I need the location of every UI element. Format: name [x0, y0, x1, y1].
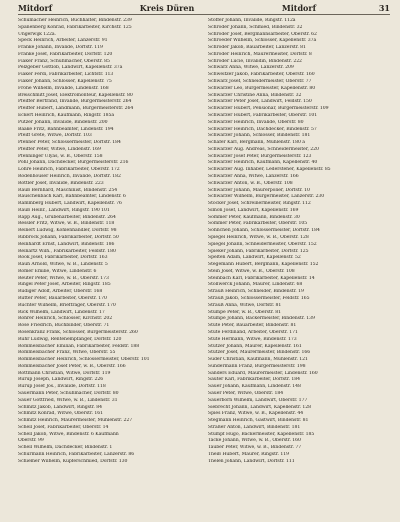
directory-entry: Rottmann Christian, Witwe, Dorfstr. 119: [18, 370, 111, 376]
directory-entry: Straßer Anton, Landwirt, Bindenstr. 181: [208, 424, 301, 430]
directory-entry: Theiß Hubert, Maurer, Ringstr. 119: [208, 452, 289, 457]
directory-entry: Schwarzer Josef Peter, Bürgermeisterstr. 123: [208, 153, 312, 159]
directory-entry: Rosenkranz Frank, Schlosser, Bürgermeisterstr. 260: [18, 329, 138, 335]
directory-entry: Rüdiger Adolf, Arbeiter, Oberstr. 168: [18, 289, 103, 295]
directory-entry: Schwarzer Anton, w. B., Oberstr. 108: [208, 180, 293, 186]
directory-entry: Ringel Peter Josef, Arbeiter, Ringstr. 185: [18, 282, 111, 288]
directory-entry: Schwarzer Aug. Inhaber, Ledersteher, Kapellenstr. 85: [208, 167, 331, 173]
directory-entry: Stute Peter, Bauarbeiter, Bindenstr. 81: [208, 323, 297, 329]
directory-entry: Tacke Johann, Witwe, w. B., Oberstr. 160: [208, 438, 301, 444]
directory-entry: Sauer Gottfried, Witwe, w. B., Lindenstr. 31: [18, 397, 118, 403]
directory-entry: Schell Josef, Fabrikarbeiter, Oberstr. 14: [18, 424, 109, 430]
directory-entry: Rottler Josef, Invalide, Bindenstr. 223: [18, 180, 104, 186]
directory-entry: Schwarzer Peter Josef, Landwirt, Feldstr. 150: [208, 99, 312, 105]
directory-entry: Pelzgeber Gottlob, Landwirt, Kapellenstr. 37a: [18, 65, 123, 71]
directory-entry: Rürup Josef Jos., Invalide, Dorfstr. 118: [18, 384, 106, 390]
directory-column-left: [18, 18, 200, 466]
directory-entry: Schmitz Heinrich, Maurermeister, Mühlenstr. 227: [18, 418, 133, 424]
directory-entry: Stumpe Johann, Bäckermeister, Bindenstr. 139: [208, 316, 315, 322]
directory-entry: Baake Fritz, Bahnbeamter, Lindenstr. 194: [18, 126, 114, 132]
header-center: Kreis Düren: [139, 3, 195, 13]
directory-entry: Spiegel Heinrich, Witwe, w. B., Oberstr. 128: [208, 235, 309, 240]
directory-entry: Reinartz Wilh., Fabrikarbeiter, Feldstr. 180: [18, 248, 116, 254]
directory-entry: Sauer Johann, Kaufmann, Lindenstr. 148: [208, 384, 301, 390]
directory-entry: Schwarzer Hubert, Fabrikarbeiter, Oberstr. 101: [208, 112, 318, 118]
directory-entry: Schmitz Jakob, Landwirt, Ringstr. 84: [18, 404, 102, 410]
directory-entry: Schwarzer Johann, Schlosser, Bindenstr. 181: [208, 133, 311, 139]
directory-entry: Schweitzer Jakob, Fabrikarbeiter, Oberstr. 160: [208, 72, 315, 78]
directory-entry: Rommelsbacher Heinrich, Schlossermeister, Oberstr. 101: [18, 357, 150, 363]
directory-entry: Rauschenbach Karl, Bahnbeamter, Lindenstr. 6: [18, 194, 126, 200]
directory-entry: Fröhe Wilhelm, Invalide, Lindenstr. 168: [18, 85, 109, 91]
directory-entry: Fiaker Johann, Schlosser, Kapellenstr. 75: [18, 79, 112, 85]
directory-entry: Schwarzer Heinrich, Dachdecker, Bindenstr. 57: [208, 126, 317, 132]
directory-entry: Schell Jakob, Witwe, Bindenstr. 6 Kaufmann: [18, 431, 119, 437]
directory-entry: Rütter Peter, Bauarbeiter, Oberstr. 170: [18, 296, 107, 302]
directory-entry: Strauß Heinrich, Schneider, Bindenstr. 19: [208, 289, 304, 295]
directory-entry: Stegemann Hubert, Bergmann, Kapellenstr. 152: [208, 262, 319, 268]
directory-entry: Schwarzer Christine Anna, Bindenstr. 32: [208, 92, 302, 98]
directory-entry: Stegmann Heinrich, Gastwirt, Bindenstr. 81: [208, 418, 309, 424]
directory-entry: Fiaker Ferdi, Fabrikarbeiter, Lichtstr. 113: [18, 72, 114, 78]
directory-entry: Reuter Peter, Witwe, w. B., Oberstr. 173: [18, 275, 109, 281]
directory-entry: Schwarzer Leo, Bürgermeister, Kapellenstr. 80: [208, 85, 316, 91]
directory-entry: Pfeiff Grete, Witwe, Dorfstr. 103: [18, 133, 92, 139]
directory-entry: Pfenninger Ulyas, w. B., Oberstr. 158: [18, 153, 103, 159]
directory-entry: Steinbach Karl, Fabrikarbeiter, Kapellenstr. 14: [208, 275, 315, 281]
directory-entry: Rodenhouser Heinrich, Invalide, Dorfstr. 182: [18, 173, 121, 179]
directory-entry: Siebrecht Johann, Landwirt, Kapellenstr. 128: [208, 404, 312, 410]
directory-entry: Franke Johann, Invalide, Dorfstr. 119: [18, 45, 103, 51]
directory-entry: Rohrer Heinrich, Schlosser, Kirchstr. 202: [18, 316, 113, 322]
directory-entry: Schwarz Josef, Schneidermeister, Oberstr. 77: [208, 79, 312, 85]
directory-entry: Sauermann Peter, Schuhmacher, Dorfstr. 80: [18, 390, 119, 396]
directory-entry: Sauer Peter, Witwe, Oberstr. 184: [208, 390, 284, 396]
directory-entry: Reinert Ludwig, Kohlenhändler, Dorfstr. 98: [18, 228, 117, 234]
directory-entry: Simon Josef, Landwirt, Kapellenstr. 169: [208, 207, 299, 213]
directory-entry: Löhre Heinrich, Fabrikarbeiter, Oberstr. 172: [18, 167, 120, 173]
directory-entry: Schwarzer Aug. Andreas, Schneidermeister, 220: [208, 146, 319, 152]
directory-entry: Ruhr Ludwig, Rentenempfänger, Dorfstr. 120: [18, 336, 122, 342]
directory-entry: Schroeder Wilhelm, Schlosser, Kapellenstr. 37a: [208, 38, 317, 44]
directory-entry: Oberstr. 99: [18, 438, 44, 444]
directory-entry: Rauß Heinr., Landwirt, Ringstr. 190 101: [18, 207, 110, 213]
directory-entry: Rammberg Hubert, Landwirt, Kapellenstr. 76: [18, 201, 122, 207]
directory-entry: Schwarzer Heinrich, Kaufmann, Kapellenstr. 40: [208, 160, 318, 166]
directory-entry: Pohl Johann, Dachdecker, Bürgermeisterstr. 216: [18, 160, 129, 166]
directory-entry: Schröder Johann, Schmied, Bindenstr. 32: [208, 24, 303, 30]
directory-entry: Rommelsbacher Franz, Witwe, Oberstr. 55: [18, 350, 116, 356]
directory-entry: Stöffer Johann, Invalide, Ringstr. 112a: [208, 18, 296, 23]
directory-entry: Rook Josef, Fabrikarbeiter, Dorfstr. 163: [18, 255, 108, 261]
directory-entry: Schwarzer Wilhelm, Bürgermeister, Lanzerstr. 230: [208, 194, 325, 200]
directory-entry: Sauerborn Wilhelm, Landwirt, Oberstr. 177: [208, 397, 308, 403]
directory-entry: Schwarzer Hubert, Pensionär, Bürgermeisterstr. 109: [208, 106, 329, 112]
directory-entry: Speck Heinrich, Arbeiter, Lanzerstr. 91: [18, 38, 108, 44]
directory-entry: Schiemer Wilhelm, Kupferschmied, Dorfstr. 130: [18, 458, 128, 464]
directory-entry: Stein Josef, Witwe, w. B., Oberstr. 108: [208, 268, 295, 274]
directory-entry: Schwarz Anna, Witwe, Lanzerstr. 209: [208, 65, 294, 71]
directory-entry: Stöcker Josef, Schreinermeister, Ringstr. 112: [208, 201, 311, 207]
directory-entry: Pfeiffer Hubert, Landmann, Bürgermeisterstr. 264: [18, 106, 134, 112]
directory-entry: Rauh Arnold, Witwe, w. B., Lindenstr. 5: [18, 262, 108, 268]
directory-entry: Schäfer Karl, Bergmann, Mühlenstr. 180 a: [208, 140, 305, 146]
directory-entry: Stumpe Peter, w. B., Oberstr. 81: [208, 309, 281, 315]
directory-entry: Strauß Anna, Witwe, Dorfstr. 81: [208, 302, 282, 308]
directory-column-right: [208, 18, 390, 466]
directory-entry: Strauß Jakob, Schlossermeister, Feldstr. 165: [208, 296, 310, 302]
directory-entry: Stumpf Hugo, Bäckermeister, Kapellenstr. 185: [208, 431, 315, 437]
directory-entry: Stute Ferdinand, Arbeiter, Oberstr. 171: [208, 329, 298, 335]
directory-entry: Römer Emilie, Witwe, Lindenstr. 6: [18, 268, 97, 274]
directory-entry: Rommelsbacher Emilian, Fabrikarbeiter, Feldstr. 188: [18, 343, 140, 349]
directory-entry: Franke Josef, Fabrikarbeiter, Dorfstr. 120: [18, 51, 113, 57]
directory-columns: [18, 18, 390, 466]
directory-entry: Schürmann Heinrich, Fabrikarbeiter, Lanzerstr. 86: [18, 452, 135, 457]
directory-entry: Rick Wilhelm, Landwirt, Lindenstr. 17: [18, 309, 105, 315]
directory-entry: Stollwerck Johann, Maurer, Lindenstr. 68: [208, 282, 303, 288]
directory-entry: Schwarzer Johann, Maurerpolier, Dorfstr. 10: [208, 187, 310, 193]
directory-entry: Rapp Aug., Grubenarbeiter, Bindenstr. 264: [18, 214, 116, 220]
directory-entry: Pfenner Peter, Schlossermeister, Dorfstr. 184: [18, 140, 121, 146]
directory-entry: Stutzer Johann, Maurer, Kapellenstr. 161: [208, 343, 302, 349]
directory-entry: Söhnchen Johann, Schlossermeister, Dorfstr. 184: [208, 228, 320, 234]
directory-entry: Spiegel Johann, Schneidermeister, Oberstr. 152: [208, 241, 317, 247]
directory-entry: Rauß Bernhard, Maschinist, Bindenstr. 254: [18, 187, 118, 193]
directory-entry: Schröder Lucie, Invalidin, Bindenstr. 222: [208, 58, 302, 64]
directory-entry: Spieker Johann, Fabrikarbeiter, Dorfstr. 125: [208, 248, 309, 254]
page-number: 31: [378, 3, 390, 13]
directory-entry: Schwarzer Anna, Witwe, Lanzerstr. 166: [208, 173, 299, 179]
header-right: [282, 3, 390, 14]
directory-entry: Rüchter Wilhelm, Briefträger, Oberstr. 170: [18, 302, 116, 308]
directory-entry: Schwarzer Heinrich, Invalide, Oberstr. 80: [208, 119, 304, 125]
directory-entry: Sanders Eduard, Maurermeister, Lindenstr. 160: [208, 370, 318, 376]
directory-entry: Schell Wilhelm, Dachdecker, Bindenstr. 1: [18, 445, 113, 451]
directory-entry: Stutzer Josef, Maurermeister, Bindenstr. 166: [208, 350, 311, 356]
directory-entry: Schröder Jakob, Bauarbeiter, Lanzerstr. 81: [208, 45, 306, 51]
directory-entry: Ungerwijk 122a.: [18, 31, 56, 37]
directory-entry: Sundermann Franz, Bürgermeisterstr. 198: [208, 363, 306, 369]
directory-entry: Sommer Peter, Kaufmann, Bindenstr. 30: [208, 214, 300, 220]
directory-entry: Thelen Johann, Landwirt, Dorfstr. 111: [208, 458, 295, 464]
directory-entry: Pfeiffer Bertrand, Invalide, Bürgermeisterstr. 264: [18, 99, 132, 105]
directory-entry: Sauter Karl, Fabrikarbeiter, Dorfstr. 184: [208, 377, 300, 383]
directory-entry: Schröder Heinrich, Maurermeister, Dorfstr. 8: [208, 51, 312, 57]
directory-entry: Rommelsbacher Josef Peter, w. B., Oberstr. 166: [18, 363, 126, 369]
directory-entry: Reinhardt Ernst, Landwirt, Bindenstr. 186: [18, 241, 115, 247]
directory-entry: Tauber Peter, Witwe, w. B., Bindenstr. 77: [208, 445, 302, 451]
directory-entry: Eckert Heinrich, Kaufmann, Ringstr. 185a: [18, 112, 115, 118]
directory-entry: Fiaker Franz, Schuhmacher, Oberstr. 85: [18, 58, 110, 64]
directory-entry: Stute Hermann, Witwe, Bindenstr. 173: [208, 336, 297, 342]
directory-entry: Spanenberg Konrad, Fabrikarbeiter, Kirchstr. 125: [18, 24, 132, 30]
directory-entry: Pfeiffer Peter, Witwe, Lindenstr. 169: [18, 146, 101, 152]
directory-entry: Sommer Peter, Fabrikarbeiter, Oberstr. 105: [208, 221, 308, 227]
header-right-text: Mitdorf: [281, 3, 317, 13]
directory-entry: Spies Franz, Witwe, w. B., Kapellenstr. 44: [208, 411, 304, 417]
directory-entry: Rürup Joseph, Landwirt, Ringstr. 226: [18, 377, 104, 383]
directory-entry: Rose Friedrich, Buchbinder, Oberstr. 71: [18, 323, 110, 329]
page-header: [18, 3, 390, 15]
directory-entry: Ribbrock Johann, Fabrikarbeiter, Dorfstr. 50: [18, 235, 119, 240]
header-left: Mitdorf: [18, 3, 53, 13]
directory-entry: Schumacher Heinrich, Buchhalter, Bindenstr. 239: [18, 18, 132, 23]
directory-entry: Ressler Fritz, Witwe, w. B., Bindenstr. 118: [18, 221, 115, 227]
directory-entry: Suder Christian, Kaufmann, Mühlenstr. 121: [208, 357, 308, 363]
directory-entry: Spelten Adam, Landwirt, Kapellenstr. 52: [208, 255, 301, 261]
directory-entry: Schröder Josef, Bergmannsarbeiter, Oberstr. 62: [208, 31, 317, 37]
directory-entry: Breischmitt Josef, Elektromonteur, Kapellenstr. 80: [18, 92, 133, 98]
directory-entry: Schmitz Konrad, Witwe, Oberstr. 161: [18, 411, 104, 417]
directory-entry: Pützer Johann, Invalide, Bindenstr. 200: [18, 119, 108, 125]
